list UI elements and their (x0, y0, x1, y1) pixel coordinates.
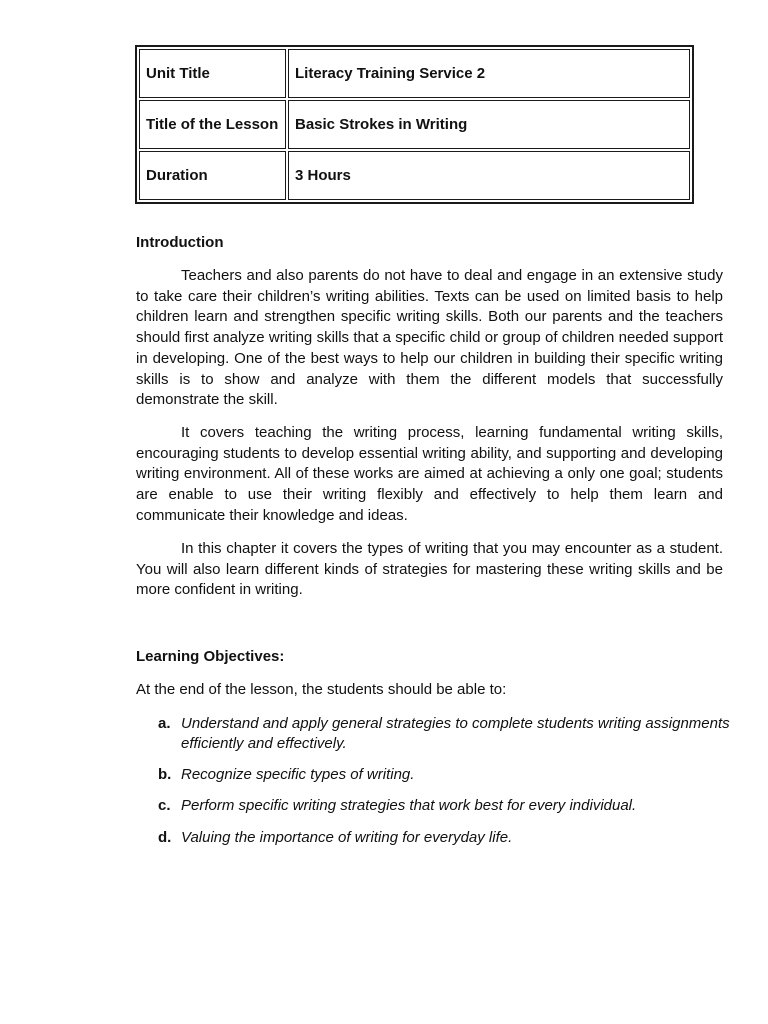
objective-marker: b. (158, 766, 172, 783)
lesson-title-label: Title of the Lesson (139, 100, 286, 149)
introduction-paragraph-1: Teachers and also parents do not have to deal and engage in an extensive study to take care their children’s writing abilities. Texts can be used on limited basis to help children learn and strengthen specific writing skills. Both our parents and the teachers should first analyze writing skills that a specific child or group of children needed support in developing. One of the best ways to help our children in building their specific writing skills is to show and analyze with them the different models that successfully demonstrate the skill. (136, 267, 723, 409)
objective-marker: c. (158, 797, 171, 814)
unit-title-label: Unit Title (139, 49, 286, 98)
lesson-title-value: Basic Strokes in Writing (288, 100, 690, 149)
objective-text: Understand and apply general strategies to complete students writing assignments efficiently and effectively. (181, 715, 730, 752)
objective-text: Valuing the importance of writing for everyday life. (181, 829, 513, 846)
unit-title-value: Literacy Training Service 2 (288, 49, 690, 98)
learning-objectives-heading: Learning Objectives: (136, 648, 285, 665)
table-row (139, 151, 690, 200)
objective-text: Perform specific writing strategies that work best for every individual. (181, 797, 637, 814)
introduction-heading: Introduction (136, 234, 224, 251)
duration-value: 3 Hours (288, 151, 690, 200)
introduction-paragraph-3: In this chapter it covers the types of writing that you may encounter as a student. You will also learn different kinds of strategies for mastering these writing skills and be more confident in writing. (136, 540, 723, 599)
objective-marker: a. (158, 715, 171, 732)
objective-item-a (158, 714, 738, 754)
table-row (139, 100, 690, 149)
objective-item-c (158, 796, 738, 816)
duration-label: Duration (139, 151, 286, 200)
table-row (139, 49, 690, 98)
objective-text: Recognize specific types of writing. (181, 766, 415, 783)
objective-item-b (158, 765, 738, 785)
introduction-paragraph-2: It covers teaching the writing process, learning fundamental writing skills, encouraging students to develop essential writing ability, and supporting and developing writing environment. All of these works are aimed at achieving a only one goal; students are enable to use their writing flexibly and effectively to help them learn and communicate their knowledge and ideas. (136, 424, 723, 524)
objective-marker: d. (158, 829, 172, 846)
objectives-lead: At the end of the lesson, the students should be able to: (136, 681, 507, 698)
objective-item-d (158, 828, 738, 848)
lesson-info-table (135, 45, 694, 204)
